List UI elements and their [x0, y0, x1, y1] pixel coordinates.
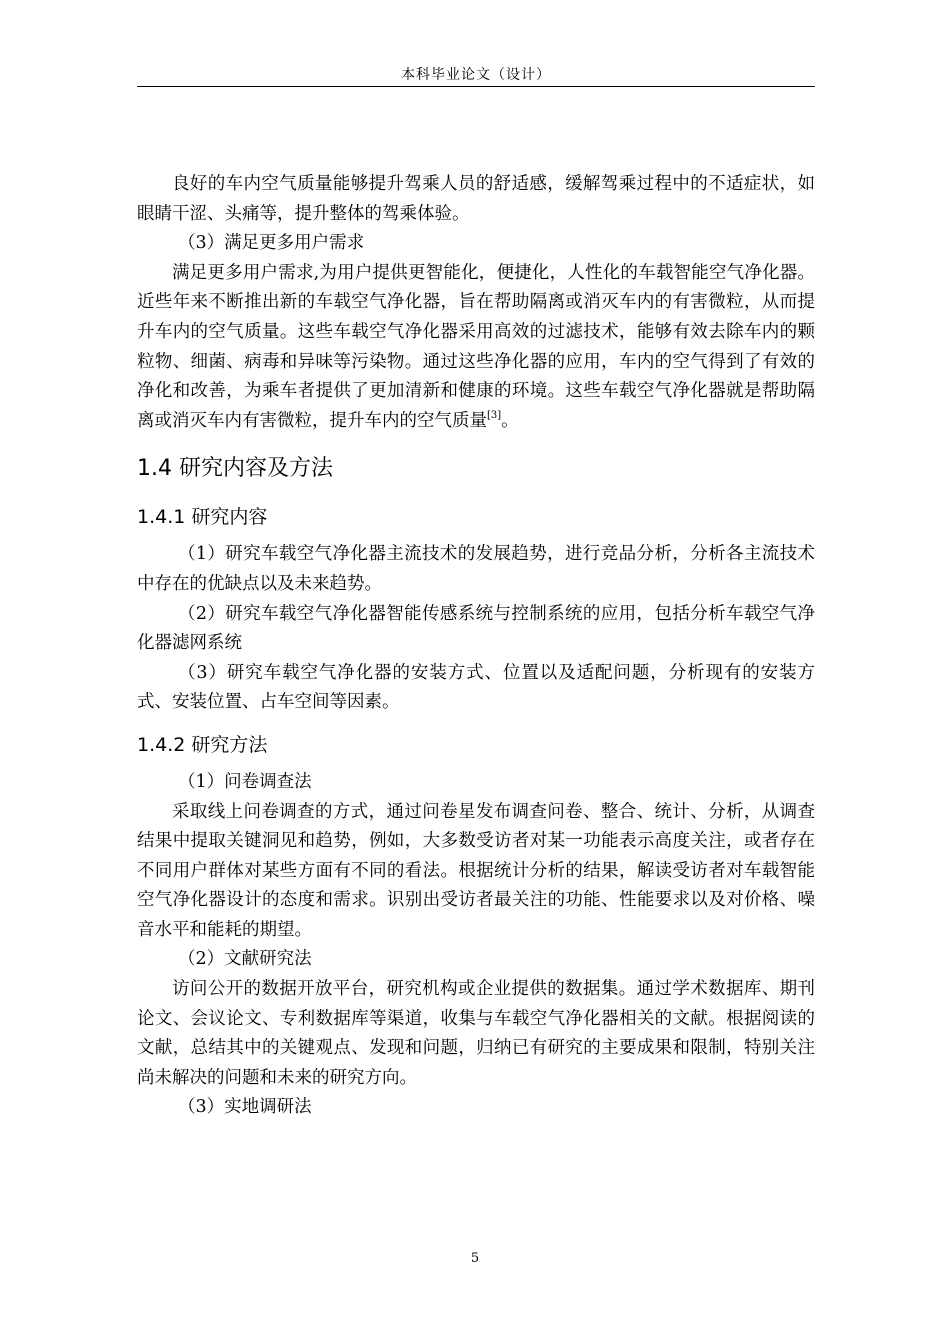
list-item: （3）满足更多用户需求: [178, 233, 365, 254]
header-rule: [137, 86, 815, 87]
list-item: （3）研究车载空气净化器的安装方式、位置以及适配问题，分析现有的安装方式、安装位置、占车空间等因素。: [137, 662, 815, 713]
page-header: 本科毕业论文（设计）: [401, 67, 551, 83]
method-title: （3）实地调研法: [178, 1097, 312, 1118]
paragraph-text: 满足更多用户需求,为用户提供更智能化，便捷化，人性化的车载智能空气净化器。近些年来不断推出新的车载空气净化器，旨在帮助隔离或消灭车内的有害微粒，从而提升车内的空气质量。这些车载空气净化器采用高效的过滤技术，能够有效去除车内的颗粒物、细菌、病毒和异味等污染物。通过这些净化器的应用，车内的空气得到了有效的净化和改善，为乘车者提供了更加清新和健康的环境。这些车载空气净化器就是帮助隔离或消灭车内有害微粒，提升车内的空气质量: [137, 262, 815, 431]
paragraph: 采取线上问卷调查的方式，通过问卷星发布调查问卷、整合、统计、分析，从调查结果中提取关键洞见和趋势，例如，大多数受访者对某一功能表示高度关注，或者存在不同用户群体对某些方面有不同的看法。根据统计分析的结果，解读受访者对车载智能空气净化器设计的态度和需求。识别出受访者最关注的功能、性能要求以及对价格、噪音水平和能耗的期望。: [137, 801, 815, 940]
paragraph-end: 。: [501, 410, 519, 431]
paragraph: 访问公开的数据开放平台，研究机构或企业提供的数据集。通过学术数据库、期刊论文、会议论文、专利数据库等渠道，收集与车载空气净化器相关的文献。根据阅读的文献，总结其中的关键观点、发现和问题，归纳已有研究的主要成果和限制，特别关注尚未解决的问题和未来的研究方向。: [137, 979, 815, 1088]
section-heading-1-4: 1.4 研究内容及方法: [137, 456, 333, 482]
list-item: （2）研究车载空气净化器智能传感系统与控制系统的应用，包括分析车载空气净化器滤网系统: [137, 603, 815, 654]
section-heading-1-4-2: 1.4.2 研究方法: [137, 733, 268, 756]
paragraph: [137, 259, 815, 437]
method-title: （2）文献研究法: [178, 949, 312, 970]
page-number: 5: [470, 1251, 480, 1266]
document-body: [137, 170, 815, 1123]
section-heading-1-4-1: 1.4.1 研究内容: [137, 506, 268, 529]
paragraph: 良好的车内空气质量能够提升驾乘人员的舒适感，缓解驾乘过程中的不适症状，如眼睛干涩、头痛等，提升整体的驾乘体验。: [137, 174, 815, 224]
list-item: （1）研究车载空气净化器主流技术的发展趋势，进行竞品分析，分析各主流技术中存在的优缺点以及未来趋势。: [137, 544, 815, 594]
method-title: （1）问卷调查法: [178, 771, 312, 792]
citation-ref: [3]: [487, 409, 502, 421]
